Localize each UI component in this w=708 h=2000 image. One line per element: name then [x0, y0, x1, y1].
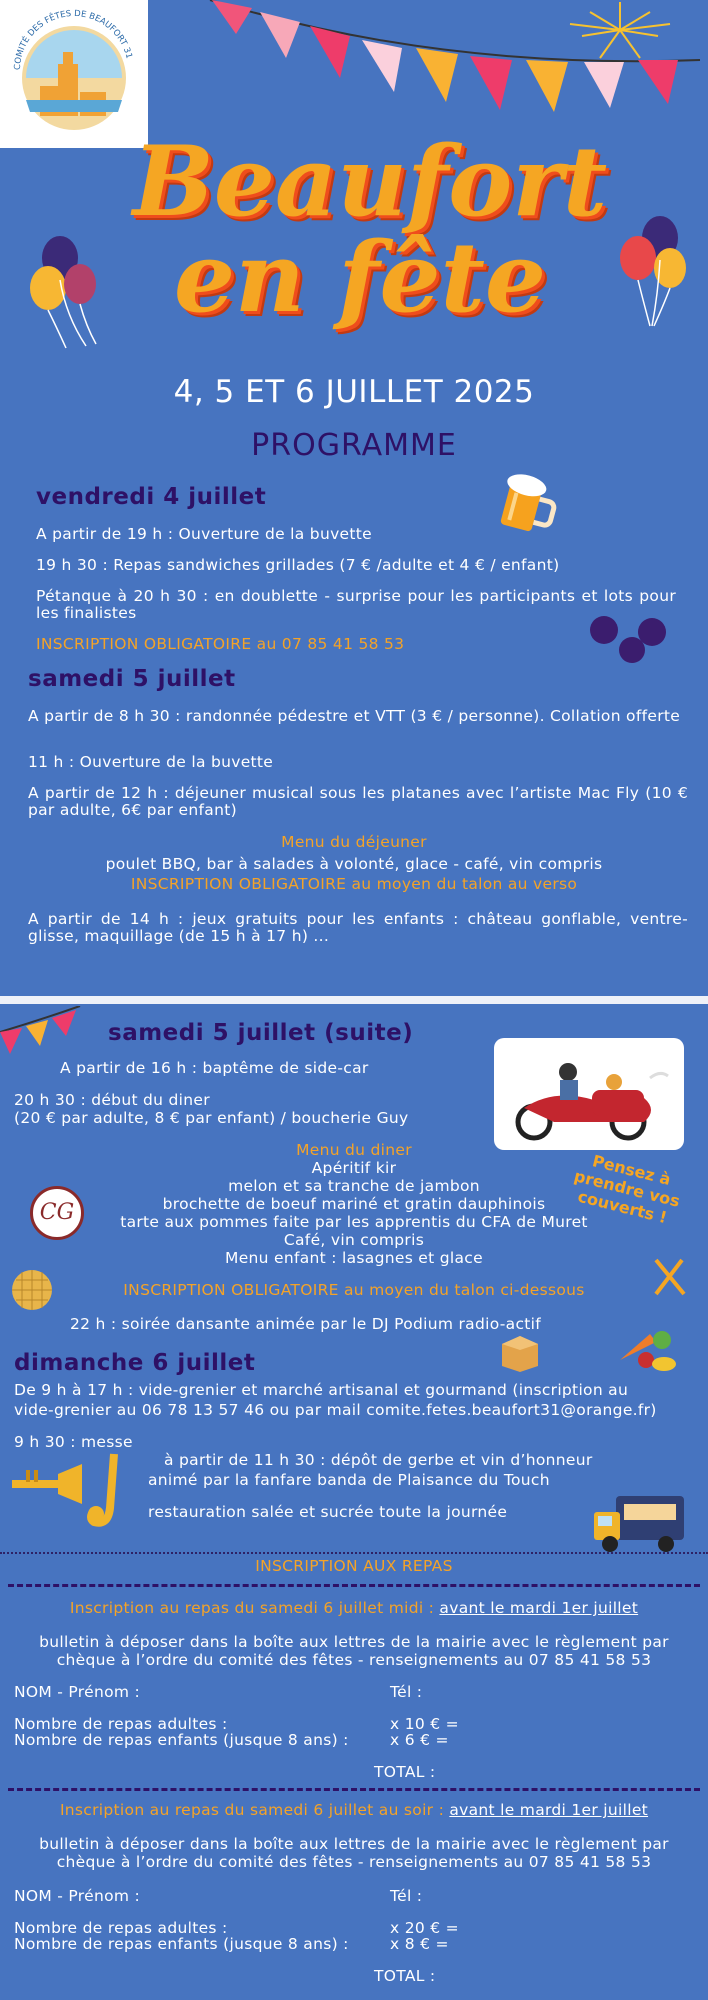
friday-item: 19 h 30 : Repas sandwiches grillades (7 € /adulte et 4 € / enfant) [36, 556, 560, 574]
soir-deadline: avant le mardi 1er juillet [449, 1801, 649, 1819]
soir-label: Inscription au repas du samedi 6 juillet au soir : [59, 1801, 450, 1819]
programme-heading: PROGRAMME [251, 428, 457, 463]
sidecar-text: A partir de 16 h : baptême de side-car [60, 1059, 369, 1077]
petanque-balls-icon [588, 612, 672, 666]
saturday-item: A partir de 12 h : déjeuner musical sous les platanes avec l’artiste Mac Fly (10 € par adulte, 6€ par enfant) [28, 784, 688, 819]
event-dates: 4, 5 ET 6 JUILLET 2025 [173, 374, 535, 410]
midi-label: Inscription au repas du samedi 6 juillet midi : [69, 1599, 440, 1617]
friday-heading: vendredi 4 juillet [36, 484, 267, 510]
saturday-heading: samedi 5 juillet [28, 666, 236, 692]
page-divider [0, 996, 708, 1004]
soir-form-title [0, 1802, 708, 1819]
vide-grenier-line1: De 9 h à 17 h : vide-grenier et marché artisanal et gourmand (inscription au [14, 1381, 629, 1399]
diner-line1: 20 h 30 : début du diner [14, 1091, 210, 1109]
midi-adultes-price[interactable]: x 10 € = [390, 1715, 459, 1733]
diner-menu-item: brochette de boeuf mariné et gratin dauphinois [162, 1195, 546, 1213]
diner-menu-item: tarte aux pommes faite par les apprentis du CFA de Muret [120, 1213, 588, 1231]
fireworks-icon [540, 0, 700, 80]
balloons-icon [26, 236, 106, 356]
saturday-item: 11 h : Ouverture de la buvette [28, 753, 274, 771]
form-title: INSCRIPTION AUX REPAS [255, 1557, 453, 1575]
title-line1: Beaufort [132, 125, 608, 238]
saturday-inscription: INSCRIPTION OBLIGATOIRE au moyen du talon au verso [130, 875, 578, 893]
soir-nom-field[interactable]: NOM - Prénom : [14, 1887, 141, 1905]
diner-line2: (20 € par adulte, 8 € par enfant) / boucherie Guy [14, 1109, 409, 1127]
trumpet-icon [8, 1460, 84, 1510]
saturday-menu-title: Menu du déjeuner [281, 833, 427, 851]
flyer-front [0, 0, 708, 996]
saturday-games: A partir de 14 h : jeux gratuits pour les enfants : château gonflable, ventre-glisse, maquillage (de 15 h à 17 h) ... [28, 910, 688, 945]
diner-menu-item: Café, vin compris [283, 1231, 425, 1249]
friday-inscription: INSCRIPTION OBLIGATOIRE au 07 85 41 58 53 [36, 635, 405, 653]
midi-enfants-label: Nombre de repas enfants (jusque 8 ans) : [14, 1731, 349, 1749]
vide-grenier-line2: vide-grenier au 06 78 13 57 46 ou par mail comite.fetes.beaufort31@orange.fr) [14, 1401, 657, 1419]
title-line2: en fête [173, 221, 547, 334]
diner-inscription: INSCRIPTION OBLIGATOIRE au moyen du talon ci-dessous [123, 1281, 585, 1299]
soir-adultes-price[interactable]: x 20 € = [390, 1919, 459, 1937]
couverts-note: Pensez à prendre vos couverts ! [572, 1151, 682, 1228]
midi-nom-field[interactable]: NOM - Prénom : [14, 1683, 141, 1701]
sidecar-image [494, 1038, 684, 1150]
midi-adultes-label: Nombre de repas adultes : [14, 1715, 228, 1733]
soir-adultes-label: Nombre de repas adultes : [14, 1919, 228, 1937]
logo-icon [0, 0, 148, 148]
soir-total-field[interactable]: TOTAL : [374, 1967, 436, 1985]
diner-menu-item: Menu enfant : lasagnes et glace [225, 1249, 483, 1267]
cg-badge: CG [30, 1186, 84, 1240]
soir-enfants-price[interactable]: x 8 € = [390, 1935, 449, 1953]
gerbe-line1: à partir de 11 h 30 : dépôt de gerbe et vin d’honneur [164, 1451, 593, 1469]
friday-item: Pétanque à 20 h 30 : en doublette - surprise pour les participants et lots pour les finalistes [36, 587, 676, 622]
soir-bulletin-line1: bulletin à déposer dans la boîte aux lettres de la mairie avec le règlement par [39, 1835, 669, 1853]
midi-bulletin-line2: chèque à l’ordre du comité des fêtes - renseignements au 07 85 41 58 53 [56, 1651, 652, 1669]
saturday-item: A partir de 8 h 30 : randonnée pédestre et VTT (3 € / personne). Collation offerte [28, 707, 681, 725]
logo-arc-text: COMITÉ DES FÊTES DE BEAUFORT 31 [12, 8, 134, 71]
diner-menu-item: Apéritif kir [311, 1159, 397, 1177]
flyer-back [0, 1004, 708, 2000]
saturday-cont-heading: samedi 5 juillet (suite) [108, 1020, 414, 1046]
saxophone-icon [86, 1450, 130, 1534]
section-separator [0, 1552, 708, 1554]
friday-item: A partir de 19 h : Ouverture de la buvette [36, 525, 372, 543]
sunday-heading: dimanche 6 juillet [14, 1350, 256, 1376]
soir-tel-field[interactable]: Tél : [390, 1887, 423, 1905]
diner-menu-title: Menu du diner [296, 1141, 412, 1159]
gerbe-line2: animé par la fanfare banda de Plaisance du Touch [148, 1471, 550, 1489]
messe-text: 9 h 30 : messe [14, 1433, 133, 1451]
midi-total-field[interactable]: TOTAL : [374, 1763, 436, 1781]
midi-bulletin-line1: bulletin à déposer dans la boîte aux lettres de la mairie avec le règlement par [39, 1633, 669, 1651]
diner-menu-item: melon et sa tranche de jambon [228, 1177, 480, 1195]
box-icon [498, 1330, 542, 1374]
food-truck-icon [592, 1490, 688, 1556]
soir-enfants-label: Nombre de repas enfants (jusque 8 ans) : [14, 1935, 349, 1953]
midi-enfants-price[interactable]: x 6 € = [390, 1731, 449, 1749]
midi-tel-field[interactable]: Tél : [390, 1683, 423, 1701]
dance-text: 22 h : soirée dansante animée par le DJ Podium radio-actif [70, 1315, 542, 1333]
dashed-separator [8, 1584, 700, 1587]
soir-bulletin-line2: chèque à l’ordre du comité des fêtes - renseignements au 07 85 41 58 53 [56, 1853, 652, 1871]
balloons-icon [614, 214, 694, 334]
restauration-text: restauration salée et sucrée toute la journée [148, 1503, 508, 1521]
sidecar-icon [494, 1038, 684, 1150]
midi-form-title [0, 1600, 708, 1617]
saturday-menu-text: poulet BBQ, bar à salades à volonté, glace - café, vin compris [105, 855, 603, 873]
vegetables-icon [616, 1320, 682, 1380]
dashed-separator [8, 1788, 700, 1791]
midi-deadline: avant le mardi 1er juillet [439, 1599, 639, 1617]
